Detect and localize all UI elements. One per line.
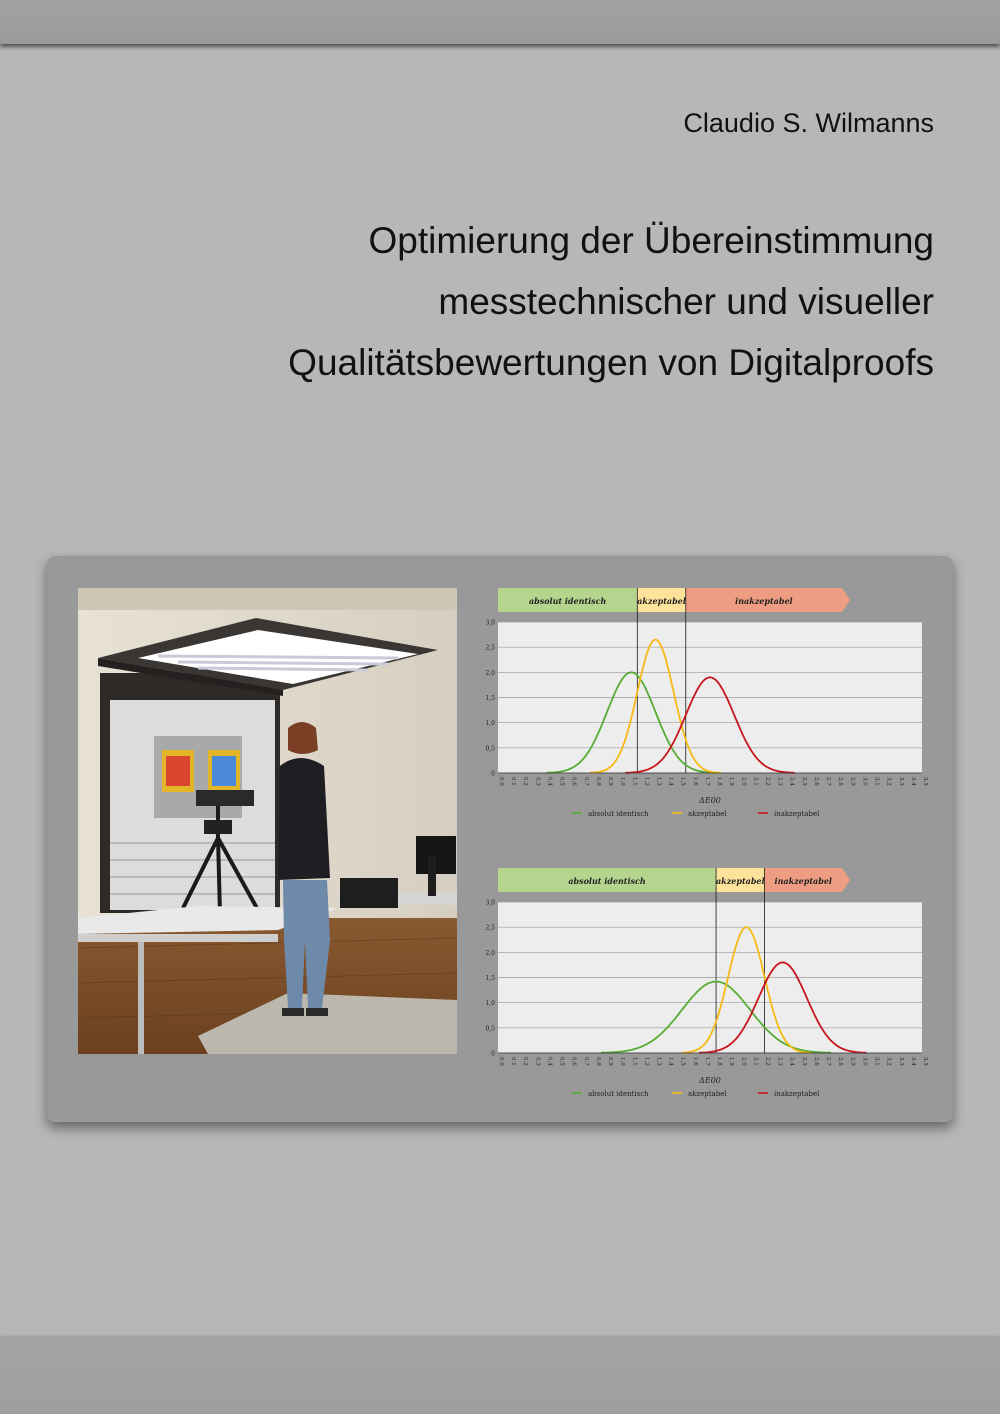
x-tick-label: 2,8 (837, 1057, 844, 1066)
x-tick-label: 1,9 (728, 1057, 735, 1066)
y-tick-label: 1,0 (485, 720, 495, 728)
x-tick-label: 1,2 (643, 777, 650, 786)
x-tick-label: 0,6 (570, 1057, 577, 1066)
x-tick-label: 1,1 (631, 777, 638, 786)
title-line-2: messtechnischer und visueller (438, 281, 934, 322)
x-tick-label: 0,8 (594, 1057, 601, 1066)
x-tick-label: 1,4 (667, 777, 674, 786)
title-line-3: Qualitätsbewertungen von Digitalproofs (288, 342, 934, 383)
x-tick-label: 2,0 (740, 777, 747, 786)
x-tick-label: 2,0 (740, 1057, 747, 1066)
distribution-chart-top (476, 584, 946, 820)
x-tick-label: 0,0 (498, 1057, 504, 1066)
x-tick-label: 3,4 (909, 777, 916, 786)
x-tick-label: 1,1 (631, 1057, 638, 1066)
author-name: Claudio S. Wilmanns (683, 108, 934, 138)
x-tick-label: 1,3 (655, 1057, 662, 1066)
x-tick-label: 3,2 (885, 1057, 892, 1066)
x-tick-label: 2,6 (812, 1057, 819, 1066)
y-tick-label: 1,5 (485, 975, 495, 982)
x-tick-label: 3,1 (873, 1057, 880, 1066)
zone-label: absolut identisch (528, 596, 607, 606)
x-tick-label: 0,6 (570, 777, 577, 786)
x-tick-label: 0,7 (582, 777, 589, 786)
distribution-chart-bottom (476, 864, 946, 1100)
zone-label: inakzeptabel (735, 596, 793, 606)
x-tick-label: 1,3 (655, 777, 662, 786)
title-line-1: Optimierung der Übereinstimmung (368, 220, 934, 261)
x-tick-label: 0,3 (534, 1057, 541, 1066)
x-axis-label: ΔE00 (699, 796, 721, 805)
x-tick-label: 2,1 (752, 777, 759, 786)
zone-label: akzeptabel (637, 596, 686, 606)
x-tick-label: 2,5 (800, 1057, 807, 1066)
x-tick-label: 3,3 (897, 777, 904, 786)
x-tick-label: 3,0 (861, 777, 868, 786)
x-tick-label: 1,7 (703, 777, 710, 786)
legend-label: inakzeptabel (774, 810, 820, 818)
x-tick-label: 0,1 (510, 777, 517, 786)
y-tick-label: 2,0 (485, 949, 495, 957)
x-tick-label: 2,7 (825, 777, 832, 786)
x-tick-label: 0,3 (534, 777, 541, 786)
top-band (0, 0, 1000, 44)
x-tick-label: 3,5 (922, 777, 928, 786)
x-tick-label: 3,2 (885, 777, 892, 786)
x-tick-label: 1,5 (679, 1057, 686, 1066)
y-tick-label: 3,0 (485, 899, 495, 907)
book-title (114, 210, 934, 393)
x-tick-label: 3,3 (897, 1057, 904, 1066)
x-tick-label: 1,8 (716, 1057, 723, 1066)
x-tick-label: 2,6 (812, 777, 819, 786)
x-tick-label: 0,4 (546, 777, 553, 786)
chart-svg (476, 864, 946, 1100)
y-tick-label: 2,5 (485, 644, 495, 652)
x-axis-label: ΔE00 (699, 1076, 721, 1085)
x-tick-label: 0,1 (510, 1057, 517, 1066)
x-tick-label: 1,6 (691, 1057, 698, 1066)
x-tick-label: 1,7 (703, 1057, 710, 1066)
legend-label: absolut identisch (588, 810, 649, 818)
x-tick-label: 2,7 (825, 1057, 832, 1066)
x-tick-label: 1,4 (667, 1057, 674, 1066)
x-tick-label: 0,4 (546, 1057, 553, 1066)
x-tick-label: 3,5 (922, 1057, 928, 1066)
y-tick-label: 0 (491, 1050, 495, 1058)
viewing-booth-photo (78, 588, 457, 1054)
legend-label: akzeptabel (688, 810, 727, 818)
y-tick-label: 1,5 (485, 695, 495, 702)
legend-label: inakzeptabel (774, 1090, 820, 1098)
x-tick-label: 0,5 (558, 777, 565, 786)
x-tick-label: 0,9 (607, 777, 614, 786)
y-tick-label: 2,0 (485, 669, 495, 677)
x-tick-label: 0,8 (594, 777, 601, 786)
y-tick-label: 0 (491, 770, 495, 778)
x-tick-label: 2,1 (752, 1057, 759, 1066)
x-tick-label: 2,8 (837, 777, 844, 786)
x-tick-label: 2,3 (776, 1057, 783, 1066)
x-tick-label: 0,0 (498, 777, 504, 786)
x-tick-label: 1,6 (691, 777, 698, 786)
y-tick-label: 0,5 (485, 1025, 495, 1033)
x-tick-label: 1,8 (716, 777, 723, 786)
x-tick-label: 1,0 (619, 1057, 626, 1066)
legend-label: akzeptabel (688, 1090, 727, 1098)
x-tick-label: 1,9 (728, 777, 735, 786)
x-tick-label: 2,4 (788, 777, 795, 786)
x-tick-label: 3,1 (873, 777, 880, 786)
x-tick-label: 0,9 (607, 1057, 614, 1066)
y-tick-label: 2,5 (485, 924, 495, 932)
zone-label: inakzeptabel (774, 876, 832, 886)
x-tick-label: 2,4 (788, 1057, 795, 1066)
x-tick-label: 0,2 (522, 777, 529, 786)
x-tick-label: 1,5 (679, 777, 686, 786)
x-tick-label: 0,7 (582, 1057, 589, 1066)
x-tick-label: 2,2 (764, 1057, 771, 1066)
x-tick-label: 0,5 (558, 1057, 565, 1066)
x-tick-label: 1,2 (643, 1057, 650, 1066)
x-tick-label: 2,3 (776, 777, 783, 786)
zone-label: absolut identisch (568, 876, 646, 886)
x-tick-label: 1,0 (619, 777, 626, 786)
x-tick-label: 3,0 (861, 1057, 868, 1066)
x-tick-label: 0,2 (522, 1057, 529, 1066)
y-tick-label: 1,0 (485, 1000, 495, 1008)
y-tick-label: 0,5 (485, 745, 495, 753)
x-tick-label: 2,9 (849, 1057, 856, 1066)
chart-svg (476, 584, 946, 820)
x-tick-label: 2,5 (800, 777, 807, 786)
legend-label: absolut identisch (588, 1090, 649, 1098)
zone-label: akzeptabel (716, 876, 765, 886)
x-tick-label: 2,9 (849, 777, 856, 786)
x-tick-label: 3,4 (909, 1057, 916, 1066)
bottom-band (0, 1338, 1000, 1414)
x-tick-label: 2,2 (764, 777, 771, 786)
y-tick-label: 3,0 (485, 619, 495, 627)
